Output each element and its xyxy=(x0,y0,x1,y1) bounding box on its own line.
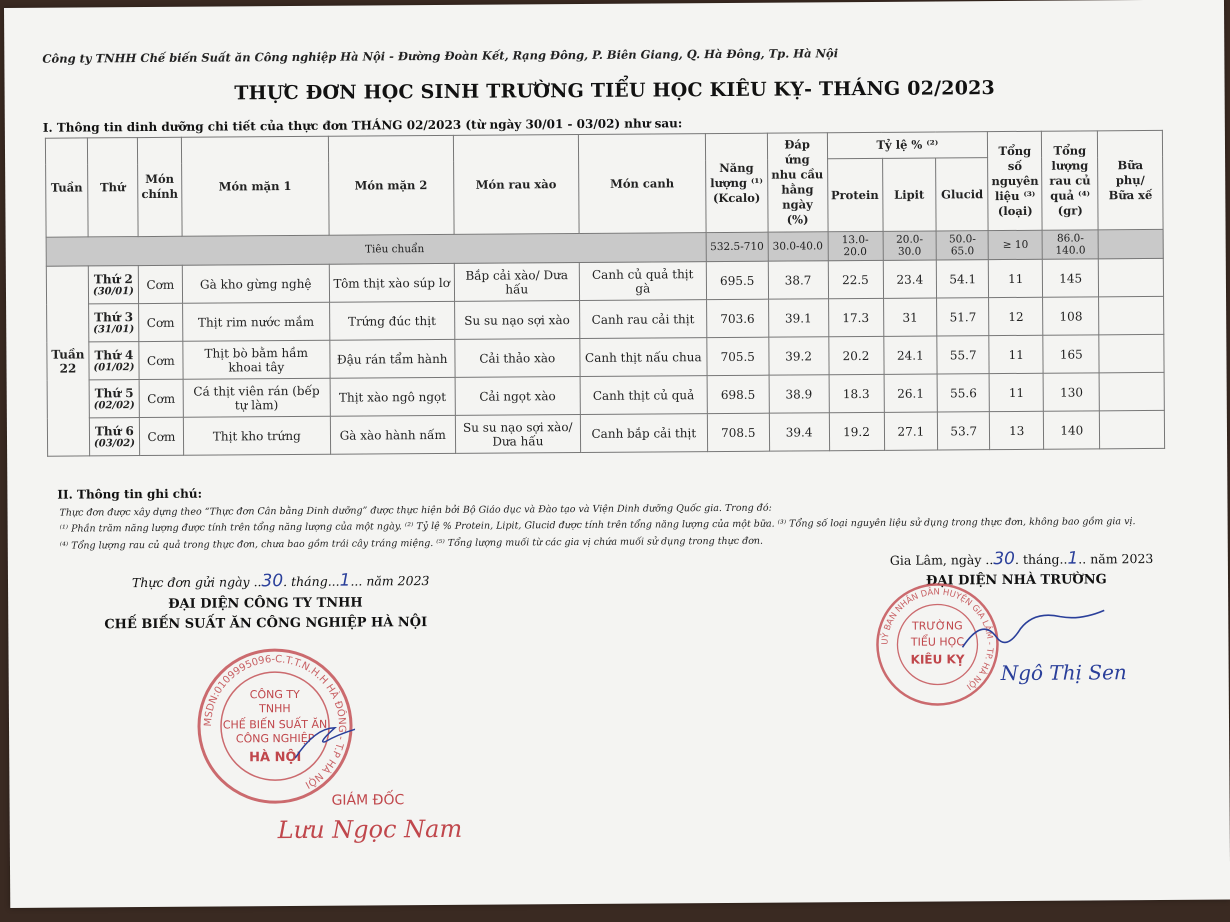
stir-fry-cell: Su su nạo sợi xào xyxy=(454,300,579,339)
energy-cell: 695.5 xyxy=(706,261,768,299)
header-day: Thứ xyxy=(87,138,138,237)
savory-2-cell: Đậu rán tẩm hành xyxy=(330,339,455,378)
main-dish-cell: Cơm xyxy=(138,265,182,303)
savory-1-cell: Thịt rim nước mắm xyxy=(182,302,329,341)
day-cell: Thứ 4 (01/02) xyxy=(89,342,139,380)
school-rep-title: ĐẠI DIỆN NHÀ TRƯỜNG xyxy=(925,572,1107,589)
lipit-cell: 26.1 xyxy=(884,374,938,412)
notes-heading: II. Thông tin ghi chú: xyxy=(57,486,203,502)
savory-1-cell: Thịt kho trứng xyxy=(183,416,330,455)
protein-cell: 18.3 xyxy=(829,374,884,412)
table-header-row xyxy=(45,130,1162,164)
snack-cell xyxy=(1100,410,1165,448)
ingredients-cell: 11 xyxy=(989,335,1043,373)
company-seal-ring-text: MSDN:0109995096-C.T.T.N.H.H HÀ ĐÔNG - T.P HÀ NỘI xyxy=(202,654,348,790)
header-savory-2: Món mặn 2 xyxy=(328,135,454,235)
daily-need-cell: 39.1 xyxy=(768,299,828,337)
glucid-cell: 55.6 xyxy=(937,374,989,412)
header-protein: Protein xyxy=(827,158,882,231)
note-line-2: ⁽¹⁾ Phần trăm năng lượng được tính trên tổng năng lượng của một ngày. ⁽²⁾ Tỷ lệ % Protein, Lipit, Glucid được tính trên tổng năng lượng của một bữa. ⁽³⁾ Tổng số loại nguyên liệu sử dụng trong thực đơn, không bao gồm gia vị. xyxy=(59,516,1136,535)
main-dish-cell: Cơm xyxy=(139,303,183,341)
week-cell: Tuần 22 xyxy=(46,266,89,456)
standard-ingredients: ≥ 10 xyxy=(988,230,1042,259)
company-address-line: Công ty TNHH Chế biến Suất ăn Công nghiệp Hà Nội - Đường Đoàn Kết, Rạng Đông, P. Biên Giang, Q. Hà Đông, Tp. Hà Nội xyxy=(42,46,839,66)
savory-1-cell: Thịt bò bằm hầm khoai tây xyxy=(183,340,330,379)
document-title: THỰC ĐƠN HỌC SINH TRƯỜNG TIỂU HỌC KIÊU KỴ- THÁNG 02/2023 xyxy=(234,77,995,105)
snack-cell xyxy=(1099,334,1164,372)
header-energy: Năng lượng ⁽¹⁾ (Kcalo) xyxy=(705,133,768,232)
stir-fry-cell: Cải thảo xào xyxy=(455,338,580,377)
energy-cell: 698.5 xyxy=(707,375,769,413)
company-seal-line1: CÔNG TY xyxy=(249,687,300,702)
header-vegetable-total: Tổng lượng rau củ quả ⁽⁴⁾ (gr) xyxy=(1042,131,1099,230)
header-snack: Bữa phụ/ Bữa xế xyxy=(1098,130,1163,229)
energy-cell: 705.5 xyxy=(707,337,769,375)
ingredients-cell: 13 xyxy=(990,411,1044,449)
savory-2-cell: Thịt xào ngô ngọt xyxy=(330,377,455,416)
protein-cell: 22.5 xyxy=(828,260,883,298)
lipit-cell: 31 xyxy=(883,298,937,336)
energy-cell: 703.6 xyxy=(706,299,768,337)
director-signature-name: Lưu Ngọc Nam xyxy=(277,814,463,845)
note-line-3: ⁽⁴⁾ Tổng lượng rau củ quả trong thực đơn, chưa bao gồm trái cây tráng miệng. ⁽⁵⁾ Tổng lượng muối từ các gia vị chứa muối sử dụng trong thực đơn. xyxy=(59,535,764,552)
school-signature-stroke xyxy=(958,606,1108,667)
savory-2-cell: Gà xào hành nấm xyxy=(330,415,455,454)
header-week: Tuần xyxy=(45,138,88,237)
standard-lipit: 20.0-30.0 xyxy=(883,231,937,260)
protein-cell: 19.2 xyxy=(829,412,884,450)
snack-cell xyxy=(1099,372,1164,410)
protein-cell: 17.3 xyxy=(828,298,883,336)
energy-cell: 708.5 xyxy=(707,413,769,451)
savory-2-cell: Tôm thịt xào súp lơ xyxy=(329,263,454,302)
school-seal-line3: KIÊU KỴ xyxy=(910,652,965,667)
lipit-cell: 23.4 xyxy=(883,260,937,298)
savory-2-cell: Trứng đúc thịt xyxy=(329,301,454,340)
vegetables-cell: 140 xyxy=(1044,411,1100,449)
header-ingredient-count: Tổng số nguyên liệu ⁽³⁾ (loại) xyxy=(988,131,1043,230)
director-title: GIÁM ĐỐC xyxy=(331,792,405,809)
header-savory-1: Món mặn 1 xyxy=(181,136,329,236)
savory-1-cell: Gà kho gừng nghệ xyxy=(182,264,329,303)
header-ratio: Tỷ lệ % ⁽²⁾ xyxy=(827,132,988,159)
vegetables-cell: 130 xyxy=(1043,373,1099,411)
menu-document xyxy=(4,0,1230,908)
company-seal-line3: CHẾ BIẾN SUẤT ĂN xyxy=(222,717,328,732)
lipit-cell: 24.1 xyxy=(883,336,937,374)
menu-table xyxy=(45,130,1165,457)
principal-signature-name: Ngô Thị Sen xyxy=(1000,660,1127,686)
day-cell: Thứ 2 (30/01) xyxy=(88,266,138,304)
header-lipit: Lipit xyxy=(882,158,936,231)
glucid-cell: 54.1 xyxy=(937,260,989,298)
protein-cell: 20.2 xyxy=(828,336,883,374)
standard-vegetables: 86.0-140.0 xyxy=(1042,230,1098,259)
school-seal-ring-text: UỶ BAN NHÂN DÂN HUYỆN GIA LÂM - TP. HÀ NỘI xyxy=(880,587,995,692)
note-line-1: Thực đơn được xây dựng theo “Thực đơn Cân bằng Dinh dưỡng” được thực hiện bởi Bộ Giáo dục và Đào tạo và Viện Dinh dưỡng Quốc gia. Trong đó: xyxy=(59,502,772,519)
header-daily-need: Đáp ứng nhu cầu hằng ngày (%) xyxy=(767,133,827,232)
ingredients-cell: 12 xyxy=(989,297,1043,335)
snack-cell xyxy=(1099,258,1164,296)
day-cell: Thứ 6 (03/02) xyxy=(89,418,139,456)
soup-cell: Canh củ quả thịt gà xyxy=(579,262,706,301)
savory-1-cell: Cá thịt viên rán (bếp tự làm) xyxy=(183,378,330,417)
glucid-cell: 55.7 xyxy=(937,336,989,374)
company-rep-line-1: ĐẠI DIỆN CÔNG TY TNHH xyxy=(168,595,363,612)
main-dish-cell: Cơm xyxy=(139,379,183,417)
vegetables-cell: 145 xyxy=(1043,259,1099,297)
glucid-cell: 53.7 xyxy=(938,412,990,450)
company-seal-stamp xyxy=(194,646,355,807)
company-seal-line4: CÔNG NGHIỆP xyxy=(235,731,315,746)
standard-energy: 532.5-710 xyxy=(706,232,768,261)
header-stir-fry: Món rau xào xyxy=(453,134,579,234)
standard-protein: 13.0-20.0 xyxy=(828,231,883,260)
daily-need-cell: 39.4 xyxy=(769,413,829,451)
header-soup: Món canh xyxy=(578,134,706,234)
stir-fry-cell: Bắp cải xào/ Dưa hấu xyxy=(454,262,579,301)
day-cell: Thứ 5 (02/02) xyxy=(89,380,139,418)
vegetables-cell: 108 xyxy=(1043,297,1099,335)
day-cell: Thứ 3 (31/01) xyxy=(89,304,139,342)
sent-date-line: Thực đơn gửi ngày ..30. tháng...1... năm 2023 xyxy=(131,570,430,592)
vegetables-cell: 165 xyxy=(1043,335,1099,373)
daily-need-cell: 39.2 xyxy=(769,337,829,375)
header-main-dish: Món chính xyxy=(137,137,182,236)
daily-need-cell: 38.9 xyxy=(769,375,829,413)
standard-snack xyxy=(1098,229,1163,258)
ingredients-cell: 11 xyxy=(989,373,1043,411)
daily-need-cell: 38.7 xyxy=(768,261,828,299)
company-rep-line-2: CHẾ BIẾN SUẤT ĂN CÔNG NGHIỆP HÀ NỘI xyxy=(104,615,428,633)
company-seal-line2: TNHH xyxy=(259,702,291,716)
standard-daily-need: 30.0-40.0 xyxy=(768,232,828,261)
ingredients-cell: 11 xyxy=(989,259,1043,297)
school-seal-line2: TIỂU HỌC xyxy=(910,635,965,649)
soup-cell: Canh rau cải thịt xyxy=(579,300,706,339)
stir-fry-cell: Cải ngọt xào xyxy=(455,376,580,415)
glucid-cell: 51.7 xyxy=(937,298,989,336)
table-row xyxy=(47,410,1164,456)
stir-fry-cell: Su su nạo sợi xào/ Dưa hấu xyxy=(455,414,580,453)
section-nutrition-heading: I. Thông tin dinh dưỡng chi tiết của thực đơn THÁNG 02/2023 (từ ngày 30/01 - 03/02) như sau: xyxy=(42,116,683,135)
school-seal-line1: TRƯỜNG xyxy=(911,619,963,633)
standard-label: Tiêu chuẩn xyxy=(46,233,706,267)
soup-cell: Canh bắp cải thịt xyxy=(580,414,707,453)
place-date-line: Gia Lâm, ngày ..30. tháng..1.. năm 2023 xyxy=(889,548,1154,570)
main-dish-cell: Cơm xyxy=(139,341,183,379)
main-dish-cell: Cơm xyxy=(139,417,183,455)
lipit-cell: 27.1 xyxy=(884,412,938,450)
soup-cell: Canh thịt nấu chua xyxy=(580,338,707,377)
standard-glucid: 50.0-65.0 xyxy=(936,231,988,260)
snack-cell xyxy=(1099,296,1164,334)
company-seal-line5: HÀ NỘI xyxy=(249,749,302,766)
soup-cell: Canh thịt củ quả xyxy=(580,376,707,415)
header-glucid: Glucid xyxy=(936,158,988,231)
